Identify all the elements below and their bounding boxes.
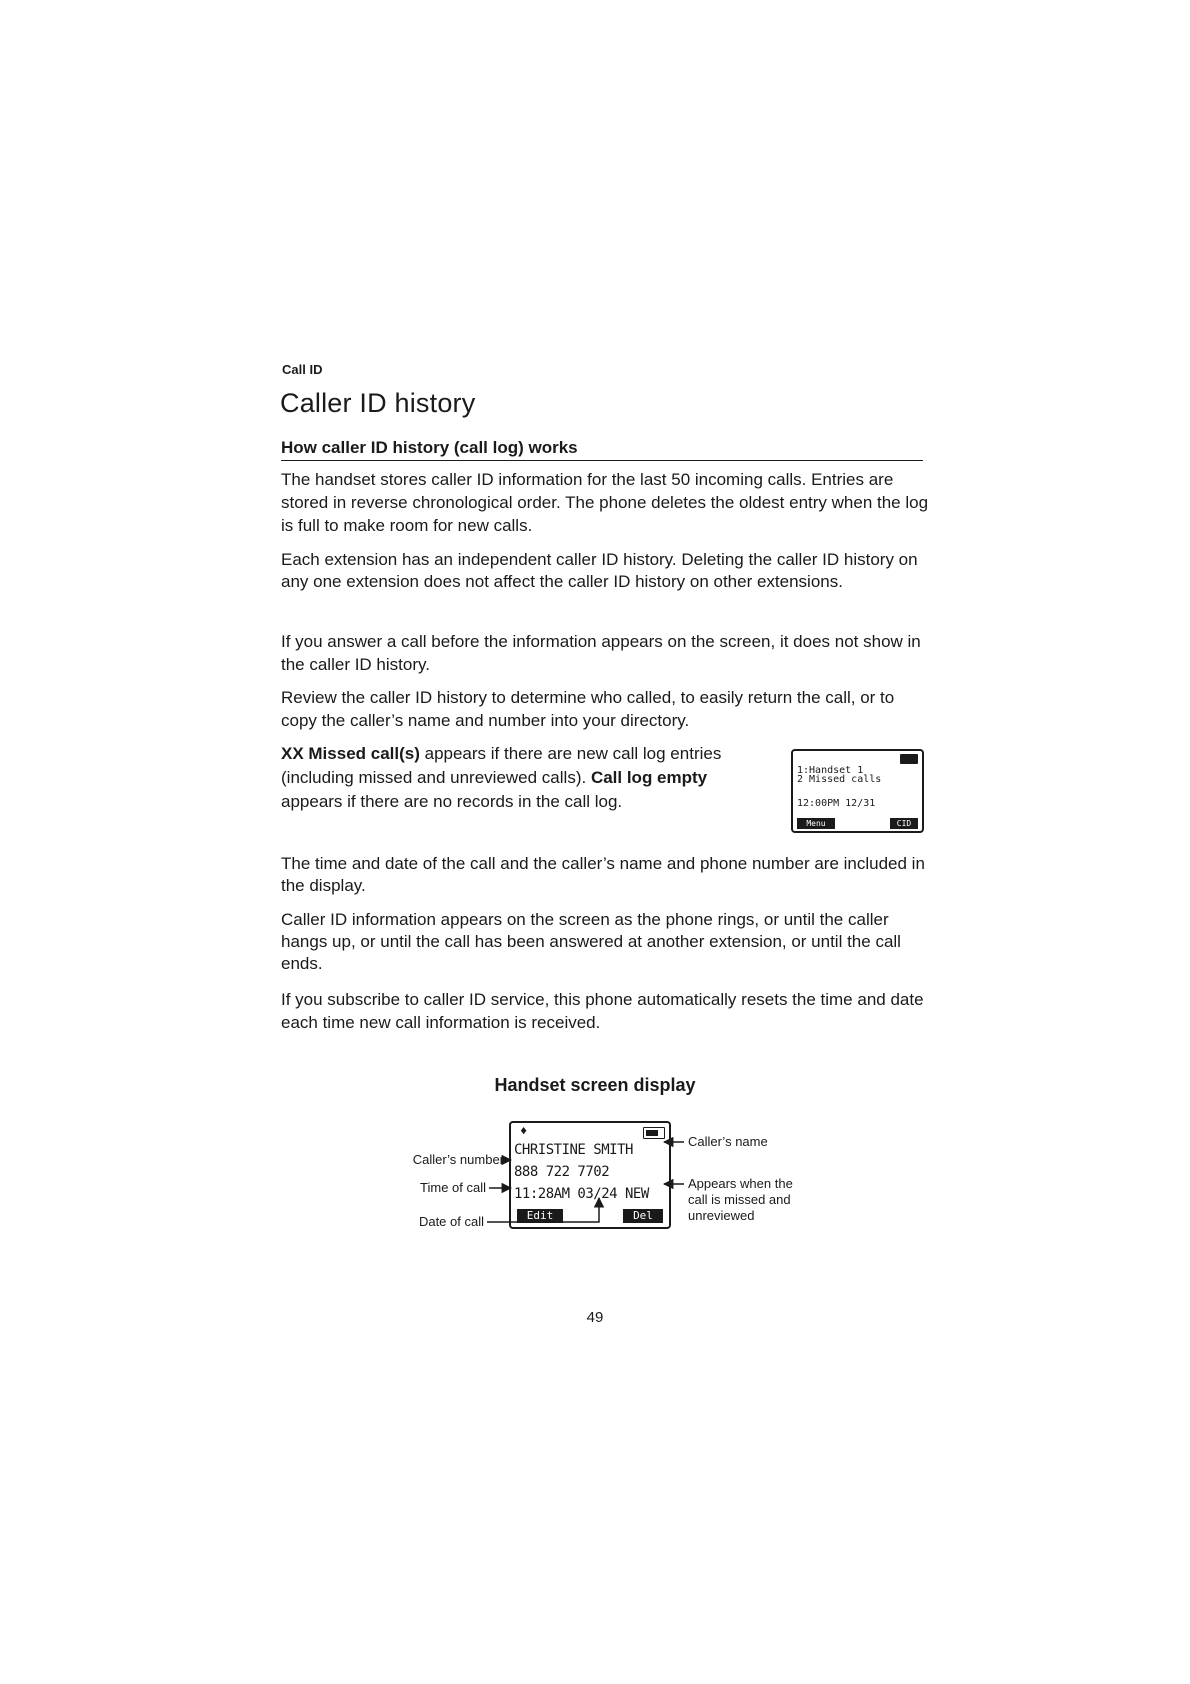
paragraph-timing: Caller ID information appears on the screen as the phone rings, or until the caller hangs up, or until the call has been answered at another extension, or until the call ends. [281,910,901,973]
paragraph-review: Review the caller ID history to determine who called, to easily return the call, or to copy the caller’s name and number into your directory. [281,688,895,730]
softkey-edit: Edit [517,1209,563,1223]
label-date-of-call: Date of call [418,1214,484,1229]
paragraph-storage: The handset stores caller ID information for the last 50 incoming calls. Entries are stored in reverse chronological order. The phone deletes the oldest entry when the log is full to make room for new calls. [281,470,929,535]
label-new-line-2: call is missed and [688,1192,791,1207]
call-log-empty-term: Call log empty [590,768,708,787]
idle-screen-missed: 2 Missed calls [797,774,882,785]
antenna-icon: ♦ [520,1124,528,1138]
screen-time-date: 11:28AM 03/24 NEW [514,1186,649,1202]
label-new-line-3: unreviewed [688,1208,755,1223]
idle-softkey-cid: CID [890,818,918,829]
label-callers-number: Caller’s number [412,1152,504,1167]
screen-caller-name: CHRISTINE SMITH [514,1142,633,1158]
paragraph-display: The time and date of the call and the caller’s name and phone number are included in the display. [281,854,925,895]
idle-screen-handset: 1:Handset 1 [797,765,864,776]
softkey-del: Del [623,1209,663,1223]
idle-screen-time: 12:00PM 12/31 [797,798,876,809]
label-new-line-1: Appears when the [688,1176,793,1191]
paragraph-answer: If you answer a call before the information appears on the screen, it does not show in the caller ID history. [281,632,921,674]
label-callers-name: Caller’s name [688,1134,768,1149]
diagram-title: Handset screen display [494,1075,696,1095]
screen-caller-number: 888 722 7702 [514,1164,610,1180]
idle-softkey-menu: Menu [797,818,835,829]
page-title: Caller ID history [280,388,476,418]
paragraph-extension: Each extension has an independent caller ID history. Deleting the caller ID history on any one extension does not affect the caller ID history on other extensions. [281,550,918,591]
missed-calls-text: appears if there are new call log entries (including missed and unreviewed calls). [281,744,722,787]
paragraph-subscribe: If you subscribe to caller ID service, this phone automatically resets the time and date each time new call information is received. [281,990,924,1032]
subheading: How caller ID history (call log) works [281,438,923,461]
section-label: Call ID [282,362,323,377]
page-number: 49 [586,1309,604,1326]
arrow-date-of-call [487,1198,599,1222]
label-time-of-call: Time of call [420,1180,486,1195]
missed-calls-term: XX Missed call(s) [281,744,420,763]
call-log-empty-text: appears if there are no records in the call log. [281,792,623,811]
